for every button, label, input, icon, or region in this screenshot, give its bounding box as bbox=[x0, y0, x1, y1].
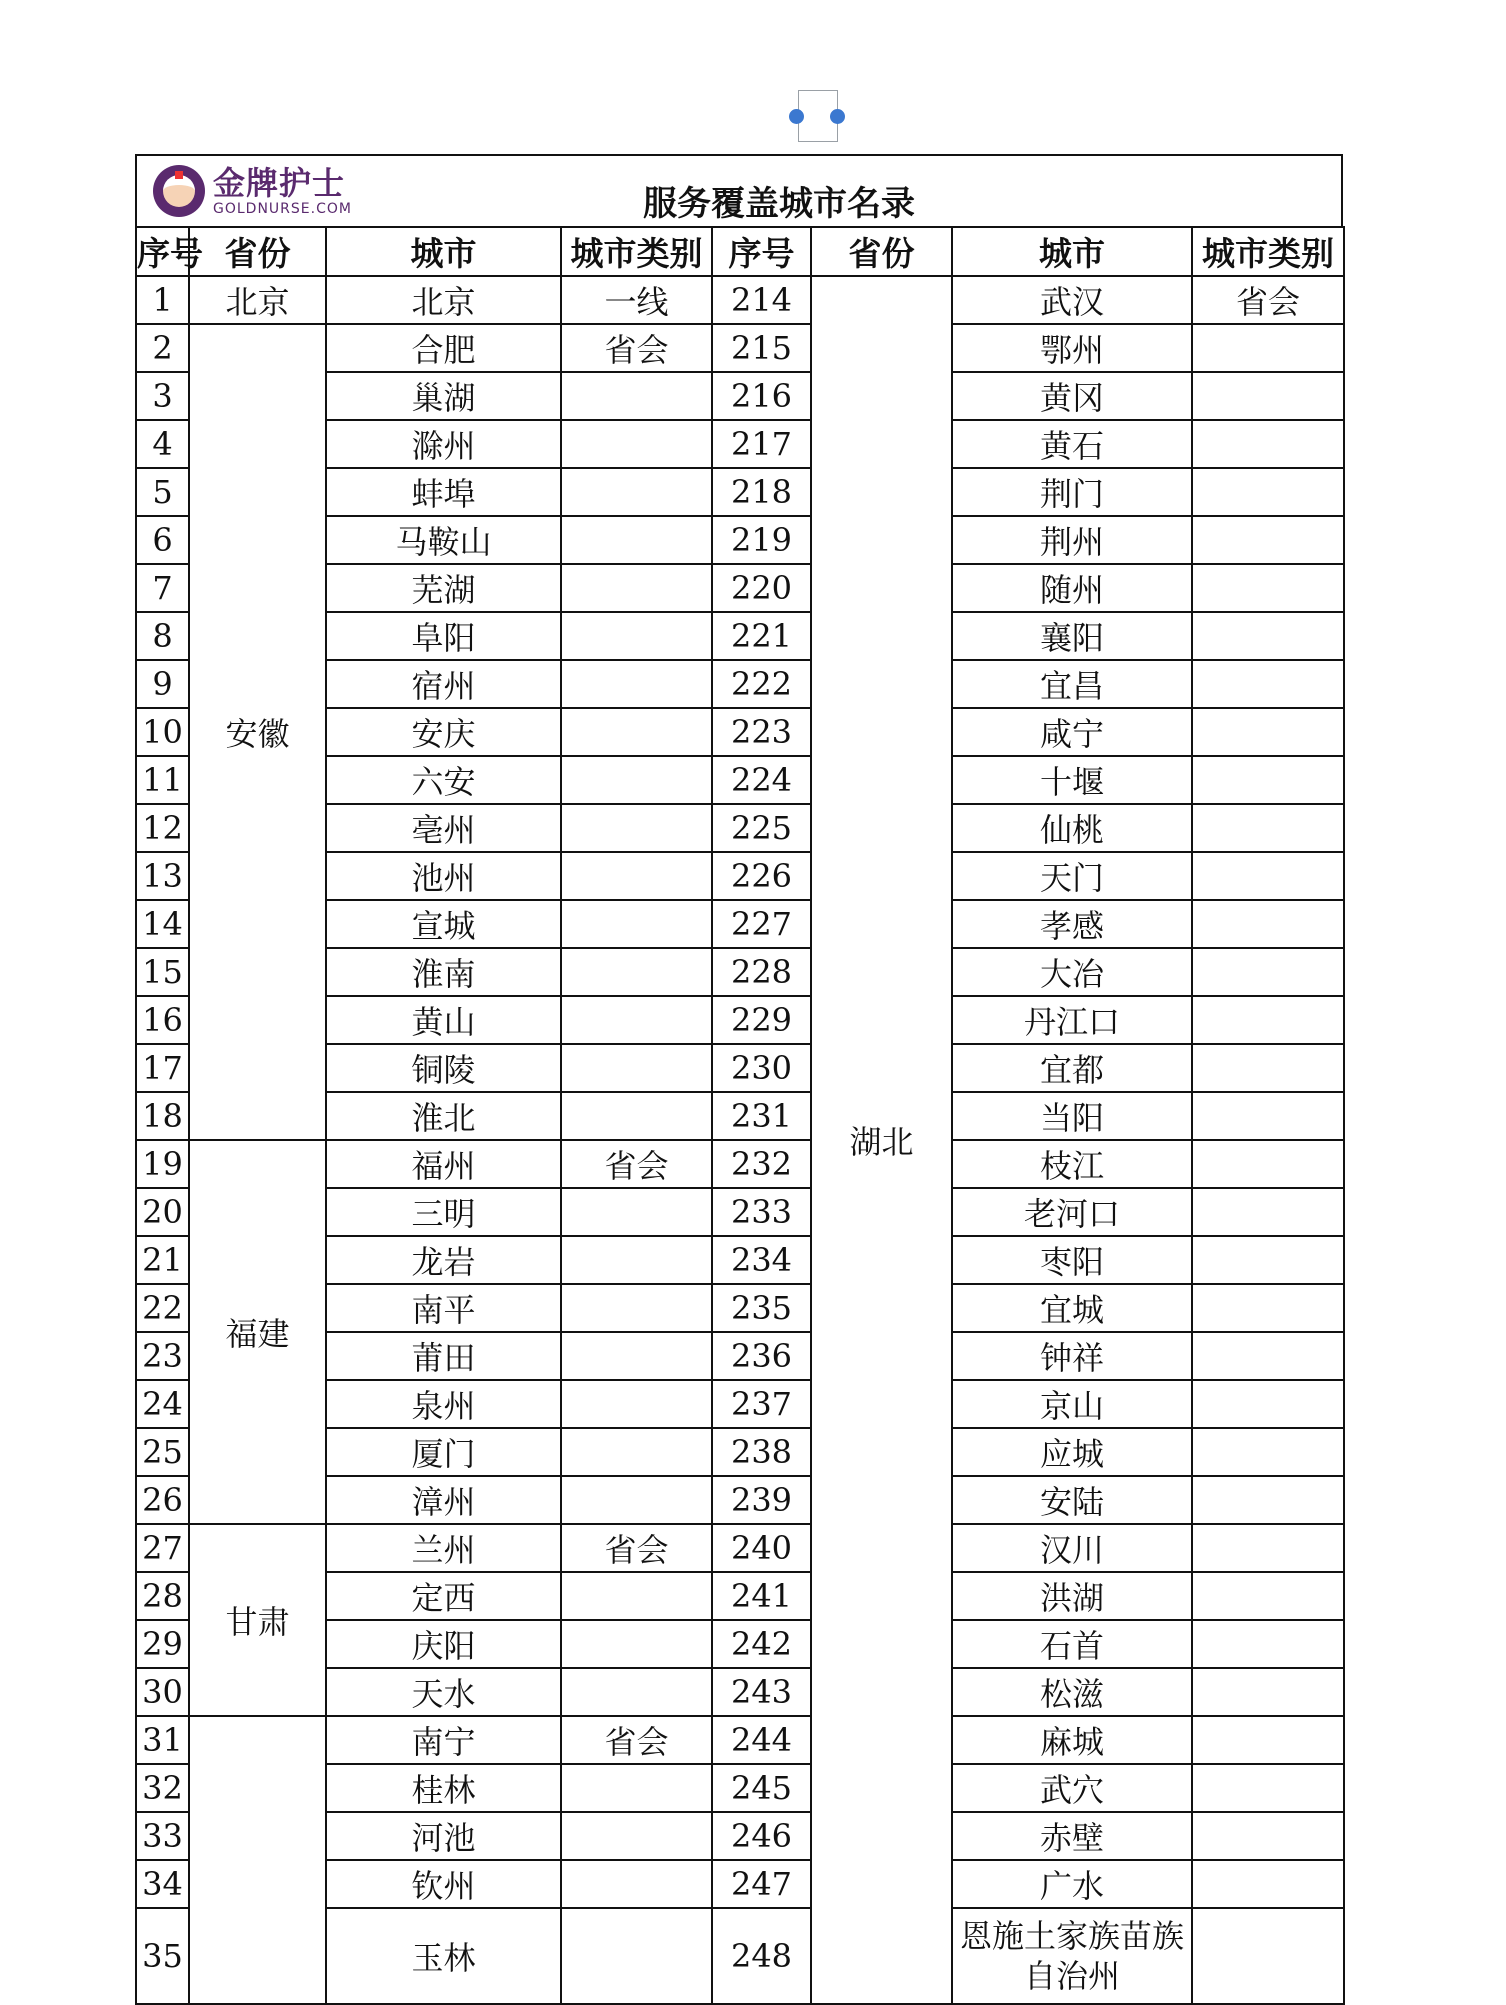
row-number: 18 bbox=[136, 1092, 189, 1140]
city-type-cell bbox=[561, 1764, 712, 1812]
row-number: 15 bbox=[136, 948, 189, 996]
city-type-cell bbox=[561, 1572, 712, 1620]
city-cell: 南平 bbox=[326, 1284, 561, 1332]
row-number: 248 bbox=[712, 1908, 811, 2004]
city-type-cell bbox=[1192, 1380, 1344, 1428]
row-number: 237 bbox=[712, 1380, 811, 1428]
row-number: 234 bbox=[712, 1236, 811, 1284]
city-cell: 随州 bbox=[952, 564, 1192, 612]
city-type-cell bbox=[1192, 1476, 1344, 1524]
header-cell: 城市类别 bbox=[561, 227, 712, 276]
city-type-cell bbox=[561, 1332, 712, 1380]
city-cell: 大冶 bbox=[952, 948, 1192, 996]
city-cell: 仙桃 bbox=[952, 804, 1192, 852]
city-cell: 枝江 bbox=[952, 1140, 1192, 1188]
city-cell: 宜都 bbox=[952, 1044, 1192, 1092]
city-type-cell bbox=[561, 1044, 712, 1092]
city-cell: 武汉 bbox=[952, 276, 1192, 324]
city-type-cell bbox=[1192, 1620, 1344, 1668]
row-number: 12 bbox=[136, 804, 189, 852]
city-type-cell bbox=[1192, 996, 1344, 1044]
city-type-cell: 省会 bbox=[561, 1140, 712, 1188]
row-number: 220 bbox=[712, 564, 811, 612]
city-type-cell bbox=[1192, 372, 1344, 420]
city-type-cell bbox=[561, 996, 712, 1044]
row-number: 229 bbox=[712, 996, 811, 1044]
city-list-sheet bbox=[135, 154, 1343, 2005]
city-cell: 老河口 bbox=[952, 1188, 1192, 1236]
city-cell: 钦州 bbox=[326, 1860, 561, 1908]
city-type-cell bbox=[561, 1092, 712, 1140]
city-type-cell: 省会 bbox=[561, 1716, 712, 1764]
city-cell: 钟祥 bbox=[952, 1332, 1192, 1380]
city-cell: 松滋 bbox=[952, 1668, 1192, 1716]
city-cell: 滁州 bbox=[326, 420, 561, 468]
city-cell: 阜阳 bbox=[326, 612, 561, 660]
city-cell: 黄石 bbox=[952, 420, 1192, 468]
city-type-cell bbox=[561, 612, 712, 660]
city-type-cell bbox=[561, 852, 712, 900]
city-type-cell bbox=[561, 1428, 712, 1476]
city-type-cell bbox=[561, 1860, 712, 1908]
city-cell: 亳州 bbox=[326, 804, 561, 852]
table-row bbox=[136, 1524, 1344, 1572]
row-number: 21 bbox=[136, 1236, 189, 1284]
city-cell: 宜昌 bbox=[952, 660, 1192, 708]
header-row bbox=[136, 227, 1344, 276]
city-cell: 当阳 bbox=[952, 1092, 1192, 1140]
city-type-cell bbox=[561, 708, 712, 756]
city-type-cell bbox=[561, 564, 712, 612]
province-cell: 甘肃 bbox=[189, 1524, 326, 1716]
city-type-cell bbox=[1192, 900, 1344, 948]
city-type-cell bbox=[561, 468, 712, 516]
resize-handle-right[interactable] bbox=[830, 109, 845, 124]
city-cell: 咸宁 bbox=[952, 708, 1192, 756]
row-number: 27 bbox=[136, 1524, 189, 1572]
row-number: 232 bbox=[712, 1140, 811, 1188]
city-type-cell bbox=[561, 1380, 712, 1428]
city-cell: 武穴 bbox=[952, 1764, 1192, 1812]
row-number: 235 bbox=[712, 1284, 811, 1332]
city-cell: 宜城 bbox=[952, 1284, 1192, 1332]
row-number: 216 bbox=[712, 372, 811, 420]
row-number: 25 bbox=[136, 1428, 189, 1476]
city-type-cell bbox=[561, 1620, 712, 1668]
city-cell: 庆阳 bbox=[326, 1620, 561, 1668]
city-cell: 三明 bbox=[326, 1188, 561, 1236]
province-cell bbox=[189, 1716, 326, 2004]
city-type-cell bbox=[561, 372, 712, 420]
city-type-cell: 一线 bbox=[561, 276, 712, 324]
city-cell: 芜湖 bbox=[326, 564, 561, 612]
header-cell: 城市 bbox=[952, 227, 1192, 276]
table-row bbox=[136, 324, 1344, 372]
title-bar bbox=[135, 154, 1343, 226]
city-type-cell bbox=[1192, 852, 1344, 900]
city-cell: 河池 bbox=[326, 1812, 561, 1860]
city-cell: 莆田 bbox=[326, 1332, 561, 1380]
province-cell: 福建 bbox=[189, 1140, 326, 1524]
row-number: 33 bbox=[136, 1812, 189, 1860]
table-row bbox=[136, 1716, 1344, 1764]
city-type-cell bbox=[1192, 1668, 1344, 1716]
row-number: 17 bbox=[136, 1044, 189, 1092]
row-number: 19 bbox=[136, 1140, 189, 1188]
city-type-cell bbox=[561, 420, 712, 468]
row-number: 6 bbox=[136, 516, 189, 564]
city-cell: 马鞍山 bbox=[326, 516, 561, 564]
city-cell: 荆州 bbox=[952, 516, 1192, 564]
city-type-cell bbox=[1192, 324, 1344, 372]
city-cell: 黄冈 bbox=[952, 372, 1192, 420]
row-number: 222 bbox=[712, 660, 811, 708]
header-cell: 省份 bbox=[189, 227, 326, 276]
row-number: 10 bbox=[136, 708, 189, 756]
row-number: 34 bbox=[136, 1860, 189, 1908]
city-type-cell bbox=[561, 804, 712, 852]
city-cell: 枣阳 bbox=[952, 1236, 1192, 1284]
city-cell: 玉林 bbox=[326, 1908, 561, 2004]
resize-handle-left[interactable] bbox=[789, 109, 804, 124]
row-number: 241 bbox=[712, 1572, 811, 1620]
row-number: 221 bbox=[712, 612, 811, 660]
city-cell: 襄阳 bbox=[952, 612, 1192, 660]
city-cell: 北京 bbox=[326, 276, 561, 324]
city-type-cell bbox=[1192, 804, 1344, 852]
row-number: 3 bbox=[136, 372, 189, 420]
city-type-cell bbox=[1192, 1908, 1344, 2004]
city-type-cell bbox=[561, 1188, 712, 1236]
city-cell: 孝感 bbox=[952, 900, 1192, 948]
city-type-cell: 省会 bbox=[561, 324, 712, 372]
city-type-cell bbox=[1192, 1044, 1344, 1092]
city-type-cell bbox=[1192, 1236, 1344, 1284]
city-cell: 厦门 bbox=[326, 1428, 561, 1476]
city-cell: 鄂州 bbox=[952, 324, 1192, 372]
city-cell: 池州 bbox=[326, 852, 561, 900]
city-type-cell bbox=[561, 1812, 712, 1860]
city-type-cell bbox=[561, 1476, 712, 1524]
city-type-cell bbox=[1192, 660, 1344, 708]
row-number: 219 bbox=[712, 516, 811, 564]
city-cell: 龙岩 bbox=[326, 1236, 561, 1284]
city-cell: 汉川 bbox=[952, 1524, 1192, 1572]
city-cell: 合肥 bbox=[326, 324, 561, 372]
city-type-cell bbox=[1192, 1716, 1344, 1764]
province-cell: 北京 bbox=[189, 276, 326, 324]
row-number: 243 bbox=[712, 1668, 811, 1716]
header-cell: 序号 bbox=[136, 227, 189, 276]
city-type-cell bbox=[1192, 516, 1344, 564]
row-number: 245 bbox=[712, 1764, 811, 1812]
row-number: 35 bbox=[136, 1908, 189, 2004]
city-type-cell: 省会 bbox=[1192, 276, 1344, 324]
row-number: 29 bbox=[136, 1620, 189, 1668]
row-number: 225 bbox=[712, 804, 811, 852]
logo-en-text: GOLDNURSE.COM bbox=[213, 201, 352, 217]
row-number: 246 bbox=[712, 1812, 811, 1860]
row-number: 23 bbox=[136, 1332, 189, 1380]
row-number: 2 bbox=[136, 324, 189, 372]
table-row bbox=[136, 1140, 1344, 1188]
city-type-cell bbox=[561, 1284, 712, 1332]
page-title: 服务覆盖城市名录 bbox=[643, 184, 915, 224]
city-cell: 黄山 bbox=[326, 996, 561, 1044]
city-cell: 桂林 bbox=[326, 1764, 561, 1812]
city-type-cell bbox=[1192, 1284, 1344, 1332]
province-cell: 安徽 bbox=[189, 324, 326, 1140]
city-type-cell bbox=[561, 1668, 712, 1716]
city-cell: 兰州 bbox=[326, 1524, 561, 1572]
row-number: 31 bbox=[136, 1716, 189, 1764]
city-cell: 荆门 bbox=[952, 468, 1192, 516]
city-cell: 赤壁 bbox=[952, 1812, 1192, 1860]
row-number: 218 bbox=[712, 468, 811, 516]
city-type-cell bbox=[1192, 612, 1344, 660]
city-type-cell: 省会 bbox=[561, 1524, 712, 1572]
row-number: 5 bbox=[136, 468, 189, 516]
city-cell: 宿州 bbox=[326, 660, 561, 708]
row-number: 215 bbox=[712, 324, 811, 372]
header-cell: 序号 bbox=[712, 227, 811, 276]
city-type-cell bbox=[1192, 1428, 1344, 1476]
row-number: 32 bbox=[136, 1764, 189, 1812]
city-type-cell bbox=[561, 900, 712, 948]
city-type-cell bbox=[1192, 420, 1344, 468]
city-type-cell bbox=[1192, 468, 1344, 516]
city-cell: 淮南 bbox=[326, 948, 561, 996]
city-type-cell bbox=[1192, 1092, 1344, 1140]
city-cell: 漳州 bbox=[326, 1476, 561, 1524]
row-number: 228 bbox=[712, 948, 811, 996]
city-type-cell bbox=[561, 660, 712, 708]
city-table bbox=[135, 226, 1345, 2005]
row-number: 223 bbox=[712, 708, 811, 756]
header-cell: 省份 bbox=[811, 227, 952, 276]
city-cell: 安陆 bbox=[952, 1476, 1192, 1524]
row-number: 11 bbox=[136, 756, 189, 804]
row-number: 14 bbox=[136, 900, 189, 948]
table-row bbox=[136, 276, 1344, 324]
city-cell: 泉州 bbox=[326, 1380, 561, 1428]
row-number: 24 bbox=[136, 1380, 189, 1428]
row-number: 242 bbox=[712, 1620, 811, 1668]
row-number: 238 bbox=[712, 1428, 811, 1476]
city-cell: 蚌埠 bbox=[326, 468, 561, 516]
row-number: 217 bbox=[712, 420, 811, 468]
city-cell: 巢湖 bbox=[326, 372, 561, 420]
city-cell: 铜陵 bbox=[326, 1044, 561, 1092]
city-cell: 恩施土家族苗族自治州 bbox=[952, 1908, 1192, 2004]
header-cell: 城市 bbox=[326, 227, 561, 276]
row-number: 28 bbox=[136, 1572, 189, 1620]
city-type-cell bbox=[561, 948, 712, 996]
city-type-cell bbox=[1192, 564, 1344, 612]
city-type-cell bbox=[1192, 1572, 1344, 1620]
city-type-cell bbox=[561, 756, 712, 804]
row-number: 227 bbox=[712, 900, 811, 948]
city-type-cell bbox=[1192, 1332, 1344, 1380]
city-type-cell bbox=[1192, 756, 1344, 804]
row-number: 230 bbox=[712, 1044, 811, 1092]
row-number: 4 bbox=[136, 420, 189, 468]
city-type-cell bbox=[1192, 1860, 1344, 1908]
row-number: 233 bbox=[712, 1188, 811, 1236]
city-cell: 京山 bbox=[952, 1380, 1192, 1428]
row-number: 30 bbox=[136, 1668, 189, 1716]
city-type-cell bbox=[1192, 1812, 1344, 1860]
city-type-cell bbox=[561, 1236, 712, 1284]
row-number: 244 bbox=[712, 1716, 811, 1764]
city-type-cell bbox=[1192, 1140, 1344, 1188]
row-number: 247 bbox=[712, 1860, 811, 1908]
row-number: 1 bbox=[136, 276, 189, 324]
city-type-cell bbox=[1192, 1524, 1344, 1572]
row-number: 226 bbox=[712, 852, 811, 900]
city-cell: 石首 bbox=[952, 1620, 1192, 1668]
row-number: 224 bbox=[712, 756, 811, 804]
row-number: 20 bbox=[136, 1188, 189, 1236]
row-number: 9 bbox=[136, 660, 189, 708]
city-cell: 天门 bbox=[952, 852, 1192, 900]
city-cell: 丹江口 bbox=[952, 996, 1192, 1044]
row-number: 231 bbox=[712, 1092, 811, 1140]
row-number: 7 bbox=[136, 564, 189, 612]
city-type-cell bbox=[561, 1908, 712, 2004]
city-cell: 广水 bbox=[952, 1860, 1192, 1908]
row-number: 13 bbox=[136, 852, 189, 900]
city-type-cell bbox=[1192, 708, 1344, 756]
city-cell: 麻城 bbox=[952, 1716, 1192, 1764]
row-number: 22 bbox=[136, 1284, 189, 1332]
city-cell: 福州 bbox=[326, 1140, 561, 1188]
city-cell: 应城 bbox=[952, 1428, 1192, 1476]
row-number: 16 bbox=[136, 996, 189, 1044]
city-type-cell bbox=[1192, 1764, 1344, 1812]
city-cell: 天水 bbox=[326, 1668, 561, 1716]
row-number: 8 bbox=[136, 612, 189, 660]
row-number: 214 bbox=[712, 276, 811, 324]
row-number: 236 bbox=[712, 1332, 811, 1380]
city-cell: 淮北 bbox=[326, 1092, 561, 1140]
header-cell: 城市类别 bbox=[1192, 227, 1344, 276]
logo-cn-text: 金牌护士 bbox=[213, 164, 346, 202]
city-cell: 安庆 bbox=[326, 708, 561, 756]
city-type-cell bbox=[561, 516, 712, 564]
row-number: 240 bbox=[712, 1524, 811, 1572]
province-cell: 湖北 bbox=[811, 276, 952, 2004]
row-number: 239 bbox=[712, 1476, 811, 1524]
city-type-cell bbox=[1192, 1188, 1344, 1236]
city-type-cell bbox=[1192, 948, 1344, 996]
city-cell: 洪湖 bbox=[952, 1572, 1192, 1620]
city-cell: 定西 bbox=[326, 1572, 561, 1620]
city-cell: 六安 bbox=[326, 756, 561, 804]
city-cell: 南宁 bbox=[326, 1716, 561, 1764]
city-cell: 宣城 bbox=[326, 900, 561, 948]
city-cell: 十堰 bbox=[952, 756, 1192, 804]
row-number: 26 bbox=[136, 1476, 189, 1524]
